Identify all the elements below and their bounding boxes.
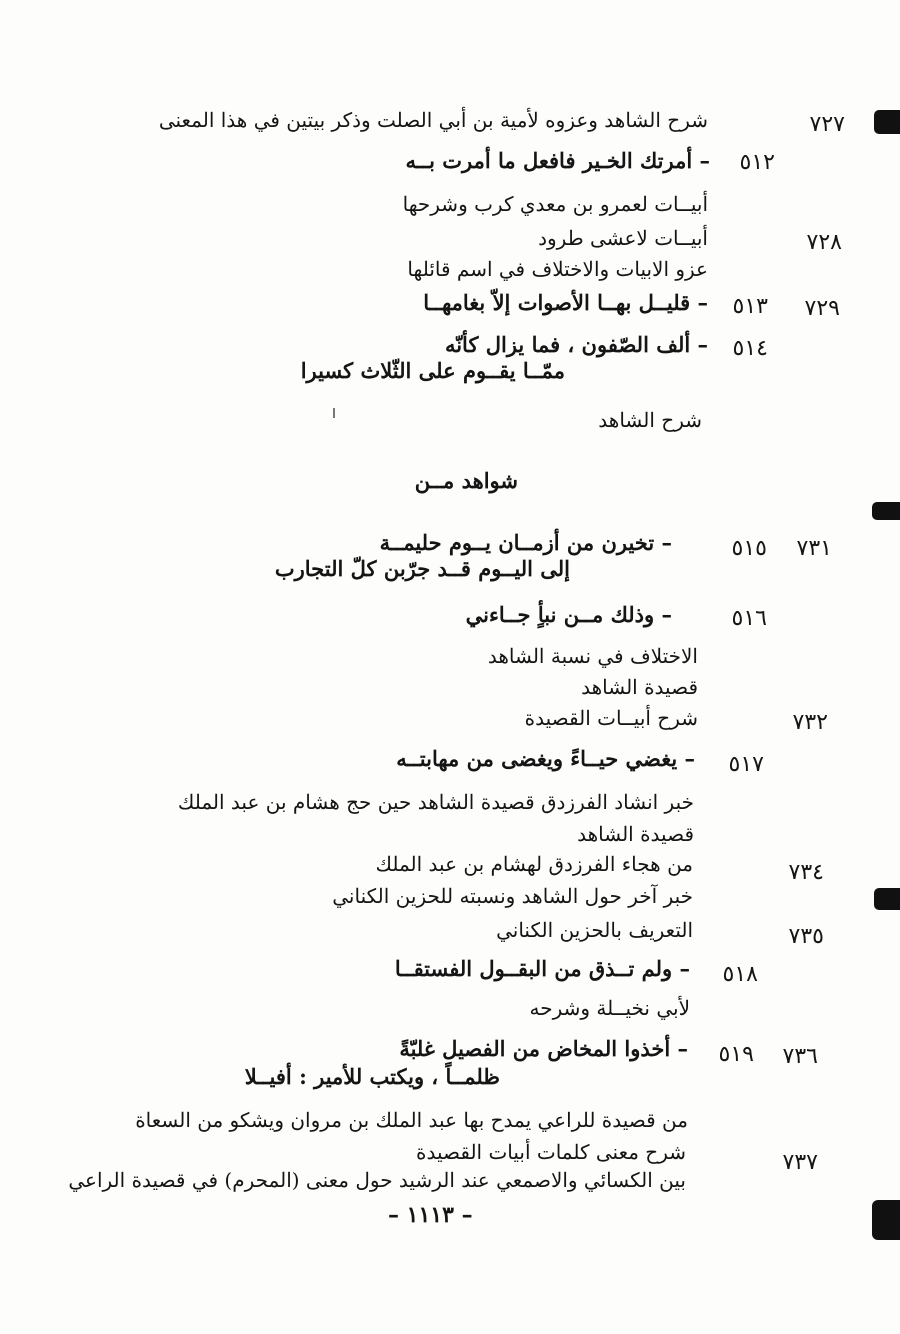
entry-text: من هجاء الفرزدق لهشام بن عبد الملك bbox=[375, 852, 693, 876]
punch-mark bbox=[874, 110, 900, 134]
verse-line: – ولم تــذق من البقــول الفستقــا bbox=[394, 956, 690, 981]
entry-text: خبر انشاد الفرزدق قصيدة الشاهد حين حج هشام بن عبد الملك bbox=[177, 790, 694, 814]
page-number: ٧٢٩ bbox=[804, 296, 840, 321]
entry-text: قصيدة الشاهد bbox=[577, 822, 694, 846]
entry-text: لأبي نخيــلة وشرحه bbox=[529, 996, 690, 1020]
verse-number: ٥١٦ bbox=[731, 606, 767, 631]
page-number: ٧٣١ bbox=[796, 536, 832, 561]
verse-number: ٥١٣ bbox=[732, 294, 768, 319]
verse-number: ٥١٧ bbox=[728, 752, 764, 777]
verse-line: – ألف الصّفون ، فما يزال كأنّه bbox=[444, 332, 708, 357]
page-number: ٧٢٧ bbox=[809, 112, 845, 137]
verse-line-second: ظلمــاً ، ويكتب للأمير : أفيــلا bbox=[244, 1064, 500, 1089]
entry-text: أبيــات لعمرو بن معدي كرب وشرحها bbox=[402, 192, 708, 216]
verse-number: ٥١٥ bbox=[731, 536, 767, 561]
entry-text: أبيــات لاعشى طرود bbox=[538, 226, 708, 250]
entry-text: الاختلاف في نسبة الشاهد bbox=[487, 644, 698, 668]
entry-text: شرح الشاهد وعزوه لأمية بن أبي الصلت وذكر بيتين في هذا المعنى bbox=[158, 108, 708, 132]
verse-line: – أخذوا المخاض من الفصيل غلبّةً bbox=[399, 1036, 688, 1061]
verse-number: ٥١٨ bbox=[722, 962, 758, 987]
page-number: ٧٣٥ bbox=[788, 924, 824, 949]
section-heading: شواهد مــن bbox=[414, 468, 518, 493]
entry-text: شرح أبيــات القصيدة bbox=[524, 706, 698, 730]
page-number: ٧٣٦ bbox=[782, 1044, 818, 1069]
stray-mark bbox=[333, 408, 335, 418]
entry-text: بين الكسائي والاصمعي عند الرشيد حول معنى (المحرم) في قصيدة الراعي bbox=[68, 1168, 686, 1192]
folio-number: – ١١١٣ – bbox=[388, 1202, 473, 1228]
verse-line-second: إلى اليــوم قــد جرّبن كلّ التجارب bbox=[274, 556, 570, 581]
verse-line: – وذلك مــن نبأٍ جــاءني bbox=[465, 602, 672, 627]
verse-line: – يغضي حيــاءً ويغضى من مهابتــه bbox=[396, 746, 695, 771]
verse-line: – أمرتك الخـير فافعل ما أمرت بــه bbox=[405, 148, 710, 173]
page-number: ٧٢٨ bbox=[806, 230, 842, 255]
punch-mark bbox=[872, 1200, 900, 1240]
page-number: ٧٣٢ bbox=[792, 710, 828, 735]
verse-number: ٥١٩ bbox=[718, 1042, 754, 1067]
punch-mark bbox=[874, 888, 900, 910]
verse-line: – تخيرن من أزمــان يــوم حليمــة bbox=[379, 530, 672, 555]
entry-text: التعريف بالحزين الكناني bbox=[496, 918, 693, 942]
punch-mark bbox=[872, 502, 900, 520]
verse-line: – قليــل بهــا الأصوات إلاّ بغامهــا bbox=[423, 290, 708, 315]
entry-text: قصيدة الشاهد bbox=[581, 675, 698, 699]
page-number: ٧٣٧ bbox=[782, 1150, 818, 1175]
entry-text: خبر آخر حول الشاهد ونسبته للحزين الكناني bbox=[332, 884, 693, 908]
verse-number: ٥١٢ bbox=[739, 150, 775, 175]
page-number: ٧٣٤ bbox=[788, 860, 824, 885]
entry-text: عزو الابيات والاختلاف في اسم قائلها bbox=[407, 257, 708, 281]
entry-text: من قصيدة للراعي يمدح بها عبد الملك بن مروان ويشكو من السعاة bbox=[135, 1108, 688, 1132]
entry-text: شرح معنى كلمات أبيات القصيدة bbox=[415, 1140, 686, 1164]
verse-line-second: ممّــا يقــوم على الثّلاث كسيرا bbox=[300, 358, 565, 383]
entry-text: شرح الشاهد bbox=[598, 408, 702, 432]
verse-number: ٥١٤ bbox=[732, 336, 768, 361]
